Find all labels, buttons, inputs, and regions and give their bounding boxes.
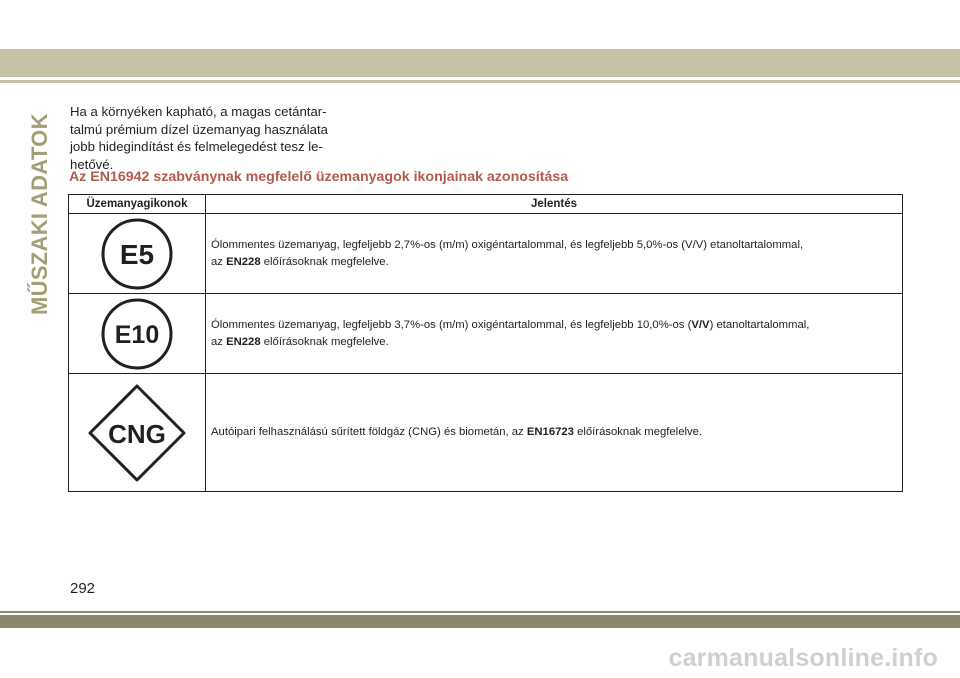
unit-code: V/V <box>691 318 710 331</box>
standard-code: EN16723 <box>526 426 574 438</box>
meaning-text: Autóipari felhasználású sűrített földgáz (CNG) és biometán, az <box>211 426 527 438</box>
standard-code: EN228 <box>226 335 261 348</box>
meaning-text: előírásoknak megfelelve. <box>573 426 703 438</box>
intro-line: Ha a környéken kapható, a magas cetántar- <box>70 104 327 119</box>
fuel-icons-table <box>68 194 903 492</box>
intro-paragraph <box>70 103 350 173</box>
intro-line: talmú prémium dízel üzemanyag használata <box>70 121 329 137</box>
meaning-text: előírásoknak megfelelve. <box>260 255 389 268</box>
standard-code: EN228 <box>226 255 261 268</box>
e10-fuel-circle-icon <box>100 297 174 371</box>
e5-fuel-circle-icon <box>100 217 174 291</box>
header-rule <box>0 80 960 83</box>
footer-band <box>0 615 960 628</box>
icon-cell <box>69 214 206 294</box>
cng-fuel-diamond-icon <box>87 383 187 483</box>
intro-line: hetővé. <box>70 156 114 172</box>
column-header-icons: Üzemanyagikonok <box>69 195 206 214</box>
e5-icon-label: E5 <box>119 238 155 270</box>
meaning-text: előírásoknak megfelelve. <box>260 335 389 348</box>
icon-cell <box>69 374 206 492</box>
meaning-text: az <box>211 335 227 348</box>
page-number: 292 <box>70 580 96 597</box>
meaning-text: Ólommentes üzemanyag, legfeljebb 2,7%-os (m/m) oxigéntartalommal, és legfeljebb 5,0%-os (V/V) etanoltartalommal, <box>211 238 804 251</box>
side-section-title: MŰSZAKI ADATOK <box>27 113 52 315</box>
footer-rule <box>0 611 960 613</box>
column-header-meaning: Jelentés <box>206 195 903 214</box>
meaning-text: Ólommentes üzemanyag, legfeljebb 3,7%-os (m/m) oxigéntartalommal, és legfeljebb 10,0%-os ( <box>211 318 692 331</box>
section-heading: Az EN16942 szabványnak megfelelő üzemanyagok ikonjainak azonosítása <box>69 169 569 185</box>
meaning-cell <box>206 294 903 374</box>
cng-icon-label: CNG <box>108 418 166 449</box>
table-row <box>69 214 903 294</box>
meaning-text: ) etanoltartalommal, <box>709 318 810 331</box>
table-header-row <box>69 195 903 214</box>
meaning-text: az <box>211 255 227 268</box>
icon-cell <box>69 294 206 374</box>
intro-line: jobb hidegindítást és felmelegedést tesz le- <box>70 139 323 154</box>
e10-icon-label: E10 <box>114 320 160 349</box>
watermark: carmanualsonline.info <box>668 644 938 672</box>
meaning-cell <box>206 374 903 492</box>
table-row <box>69 294 903 374</box>
header-band <box>0 49 960 77</box>
table-row <box>69 374 903 492</box>
meaning-cell <box>206 214 903 294</box>
